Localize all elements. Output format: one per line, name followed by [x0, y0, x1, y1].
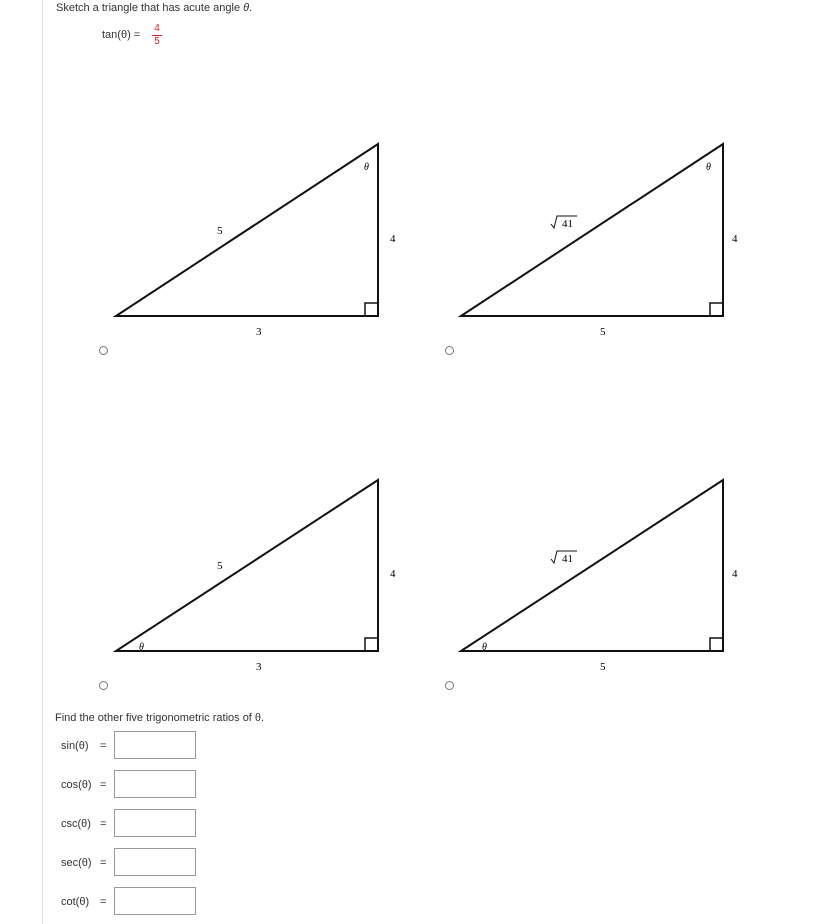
- option-3-hyp-label: 5: [217, 560, 223, 572]
- option-2-opp-label: 4: [732, 233, 738, 245]
- option-1-hyp-label: 5: [217, 225, 223, 237]
- prompt-text: Sketch a triangle that has acute angle: [56, 2, 244, 14]
- given-ratio-label: tan(θ) =: [102, 29, 141, 41]
- option-2-theta-label: θ: [706, 162, 711, 173]
- given-numerator: 4: [154, 23, 160, 34]
- option-2-hyp-label: 41: [562, 218, 573, 230]
- option-2-adj-label: 5: [600, 326, 606, 338]
- option-3-opp-label: 4: [390, 568, 396, 580]
- cos-equals: =: [100, 779, 107, 791]
- option-1-radio[interactable]: [99, 346, 108, 355]
- sec-equals: =: [100, 857, 107, 869]
- sec-answer-input[interactable]: [114, 848, 196, 876]
- option-4-radio[interactable]: [445, 681, 454, 690]
- option-3-radio[interactable]: [99, 681, 108, 690]
- option-4-opp-label: 4: [732, 568, 738, 580]
- csc-answer-input[interactable]: [114, 809, 196, 837]
- given-denominator: 5: [154, 36, 160, 47]
- cos-answer-input[interactable]: [114, 770, 196, 798]
- option-2-radio[interactable]: [445, 346, 454, 355]
- option-1-triangle: [116, 144, 396, 338]
- sin-label: sin(θ): [61, 740, 89, 752]
- option-1-adj-label: 3: [256, 326, 262, 338]
- option-3-triangle: [116, 480, 396, 673]
- option-3-adj-label: 3: [256, 661, 262, 673]
- sec-label: sec(θ): [61, 857, 92, 869]
- option-3-theta-label: θ: [139, 642, 144, 653]
- option-1-theta-label: θ: [364, 162, 369, 173]
- csc-equals: =: [100, 818, 107, 830]
- csc-label: csc(θ): [61, 818, 91, 830]
- option-4-theta-label: θ: [482, 642, 487, 653]
- prompt-period: .: [249, 2, 253, 14]
- option-4-adj-label: 5: [600, 661, 606, 673]
- cot-answer-input[interactable]: [114, 887, 196, 915]
- sin-equals: =: [100, 740, 107, 752]
- option-1-opp-label: 4: [390, 233, 396, 245]
- cot-equals: =: [100, 896, 107, 908]
- theta-symbol: θ: [243, 2, 250, 14]
- option-4-hyp-label: 41: [562, 553, 573, 565]
- sin-answer-input[interactable]: [114, 731, 196, 759]
- cos-label: cos(θ): [61, 779, 92, 791]
- option-4-triangle: [461, 480, 738, 673]
- cot-label: cot(θ): [61, 896, 90, 908]
- part2-instruction: Find the other five trigonometric ratios of θ.: [55, 712, 265, 724]
- option-2-triangle: [461, 144, 738, 338]
